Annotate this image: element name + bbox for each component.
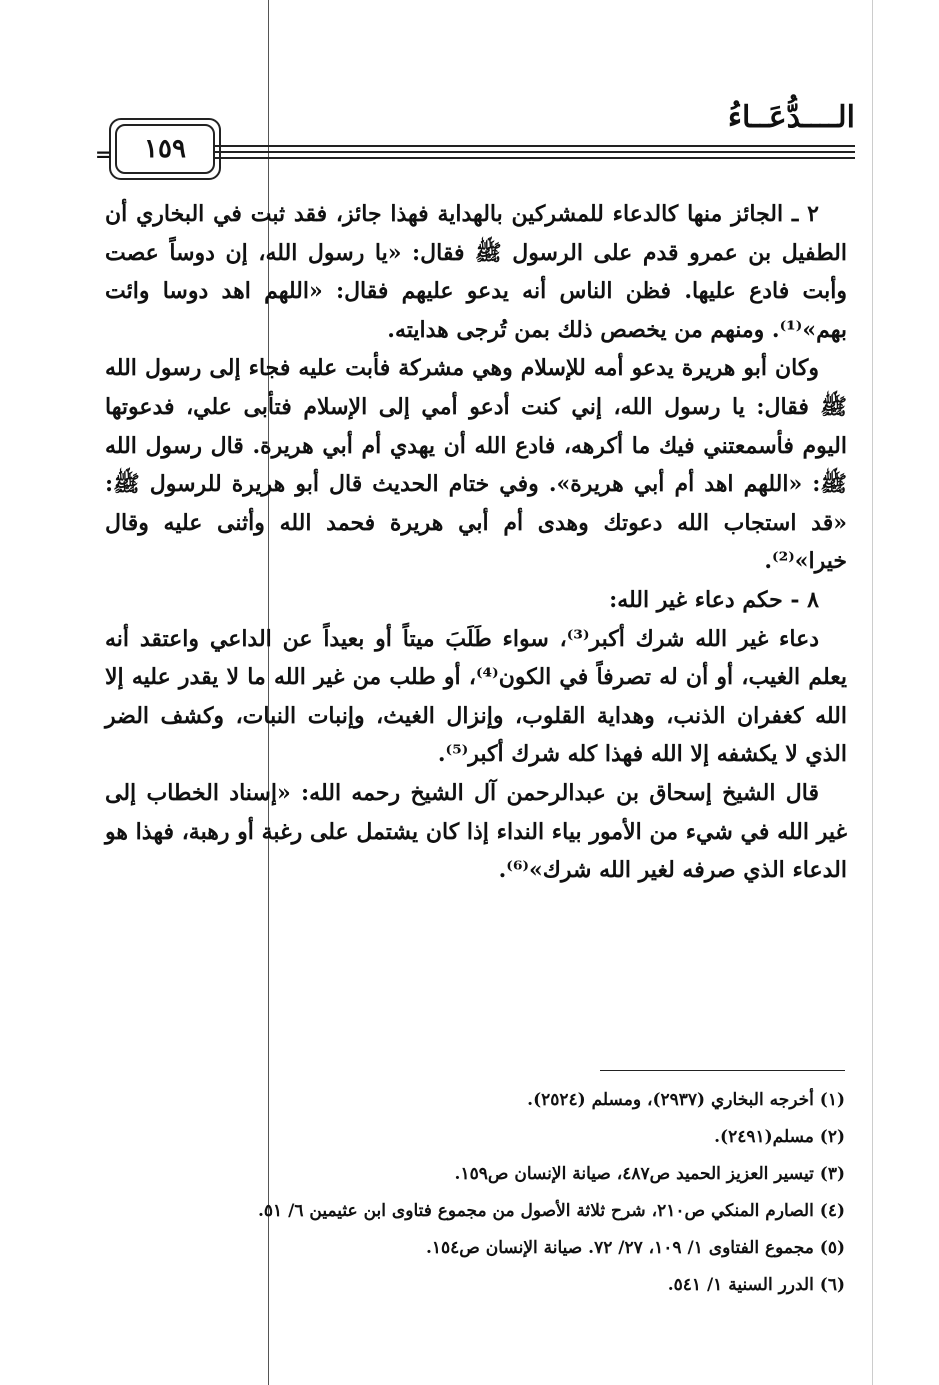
main-text (105, 195, 847, 890)
footnotes (190, 1082, 845, 1304)
page-header (95, 100, 855, 180)
header-rule (215, 151, 855, 153)
footnote: (٥) مجموع الفتاوى ١/ ١٠٩، ٢٧/ ٧٢. صيانة الإنسان ص١٥٤. (425, 1238, 845, 1258)
page-number: ١٥٩ (115, 124, 215, 174)
footnote: (٣) تيسير العزيز الحميد ص٤٨٧، صيانة الإنسان ص١٥٩. (454, 1164, 845, 1184)
scan-margin-line-right (872, 0, 873, 1385)
paragraph: ٢ ـ الجائز منها كالدعاء للمشركين بالهداية فهذا جائز، فقد ثبت في البخاري أن الطفيل بن عمرو قدم على الرسول ﷺ فقال: «يا رسول الله، إن دوساً عصت وأبت فادع عليها. فظن الناس أنه يدعو عليهم فقال: «اللهم اهد دوسا وائت بهم»⁽¹⁾. ومنهم من يخصص ذلك بمن تُرجى هدايته. (105, 201, 847, 343)
footnote: (٦) الدرر السنية ١/ ٥٤١. (667, 1275, 845, 1295)
paragraph: دعاء غير الله شرك أكبر⁽³⁾، سواء طَلَبَ ميتاً أو بعيداً عن الداعي واعتقد أنه يعلم الغيب، أو أن له تصرفاً في الكون⁽⁴⁾، أو طلب من غير الله ما لا يقدر عليه إلا الله كغفران الذنب، وهداية القلوب، وإنزال الغيث، وإنبات النبات، وكشف الضر الذي لا يكشفه إلا الله فهذا كله شرك أكبر⁽⁵⁾. (105, 625, 847, 768)
paragraph: وكان أبو هريرة يدعو أمه للإسلام وهي مشركة فأبت عليه فجاء إلى رسول الله ﷺ فقال: يا رسول الله، إني كنت أدعو أمي إلى الإسلام فتأبى علي، فدعوتها اليوم فأسمعتني فيك ما أكرهه، فادع الله أن يهدي أم أبي هريرة. قال رسول الله ﷺ: «اللهم اهد أم أبي هريرة». وفي ختام الحديث قال أبو هريرة للرسول ﷺ: «قد استجاب الله دعوتك وهدى أم أبي هريرة فحمد الله وأثنى عليه وقال خيرا»⁽²⁾. (105, 355, 847, 575)
page-title: الــــدُّعَــاءُ (727, 100, 855, 135)
footnote: (٤) الصارم المنكي ص٢١٠، شرح ثلاثة الأصول من مجموع فتاوى ابن عثيمين ٦/ ٥١. (258, 1201, 845, 1221)
header-rule (215, 145, 855, 147)
section-heading: ٨ - حكم دعاء غير الله: (609, 586, 819, 613)
footnote: (٢) مسلم(٢٤٩١). (714, 1127, 845, 1147)
footnote: (١) أخرجه البخاري (٢٩٣٧)، ومسلم (٢٥٢٤). (527, 1090, 845, 1110)
header-rule (215, 157, 855, 159)
paragraph: قال الشيخ إسحاق بن عبدالرحمن آل الشيخ رحمه الله: «إسناد الخطاب إلى غير الله في شيء من الأمور بياء النداء إذا كان يشتمل على رغبة أو رهبة، فهذا هو الدعاء الذي صرفه لغير الله شرك»⁽⁶⁾. (105, 779, 847, 884)
footnote-separator (600, 1070, 845, 1071)
header-side-mark: = (95, 142, 112, 166)
